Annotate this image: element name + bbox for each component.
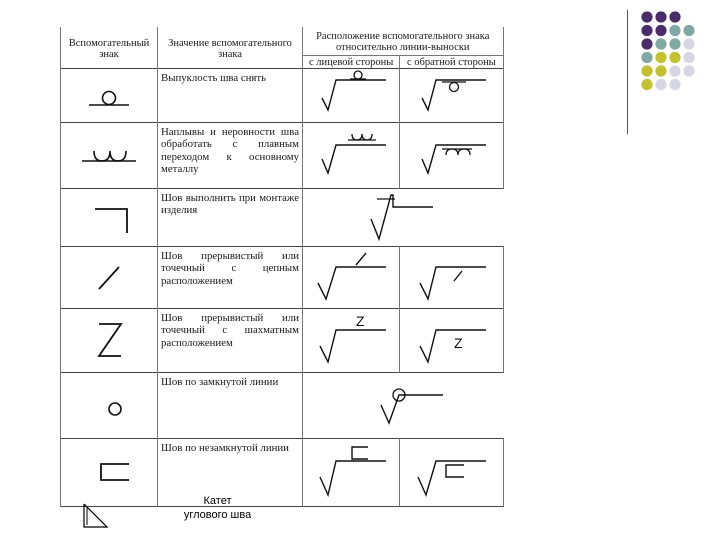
front-location-cell (303, 308, 400, 372)
caption-line-1: Катет (203, 495, 232, 507)
dot-grid (641, 11, 694, 90)
decorative-dot (655, 38, 666, 49)
meaning-cell: Шов прерывистый или точечный с шахматным расположением (158, 308, 303, 372)
circle-icon (79, 385, 139, 425)
decorative-dot (669, 52, 680, 63)
meaning-cell: Шов по замкнутой линии (158, 372, 303, 438)
front-location-cell (303, 246, 400, 308)
front-location-cell (303, 122, 400, 188)
table-row (61, 188, 504, 246)
header-sign: Вспомогательный знак (61, 27, 158, 68)
sign-cell (61, 68, 158, 122)
slash-icon (79, 255, 139, 299)
location-cell-both-sides (303, 372, 504, 438)
meaning-cell: Шов по незамкнутой линии (158, 438, 303, 506)
front-leader-with-circle (306, 70, 396, 120)
meaning-cell: Выпуклость шва снять (158, 68, 303, 122)
decorative-vertical-rule (627, 10, 628, 134)
front-leader-with-z (306, 310, 396, 370)
sign-cell (61, 246, 158, 308)
decorative-dot (655, 25, 666, 36)
table-row (61, 372, 504, 438)
caption-line-2: углового шва (183, 509, 252, 521)
sign-cell (61, 438, 158, 506)
back-z-label: Z (454, 335, 463, 351)
table-row (61, 438, 504, 506)
header-meaning: Значение вспомогательного знака (158, 27, 303, 68)
location-cell-both-sides (303, 188, 504, 246)
decorative-dot (669, 38, 680, 49)
back-leader-with-z (406, 310, 496, 370)
front-location-cell (303, 68, 400, 122)
fillet-leg-caption (170, 494, 265, 522)
decorative-dot (655, 11, 666, 22)
back-leader-with-bracket (406, 441, 496, 503)
front-leader-with-arcs (306, 127, 396, 183)
back-location-cell (400, 438, 503, 506)
sign-cell (61, 372, 158, 438)
front-z-label: Z (356, 313, 365, 329)
back-location-cell (400, 246, 503, 308)
decorative-dot (641, 11, 652, 22)
decorative-dot (669, 65, 680, 76)
back-location-cell (400, 122, 503, 188)
front-leader-with-bracket (306, 441, 396, 503)
decorative-dot (669, 79, 680, 90)
header-front-side: с лицевой стороны (303, 55, 400, 68)
decorative-dot (669, 25, 680, 36)
decorative-dot (683, 25, 694, 36)
back-leader-with-circle (406, 70, 496, 120)
table-row (61, 246, 504, 308)
meaning-cell: Наплывы и неровности шва обработать с плавным переходом к основному металлу (158, 122, 303, 188)
front-location-cell (303, 438, 400, 506)
decorative-dot (641, 52, 652, 63)
decorative-dot (683, 52, 694, 63)
decorative-dot (655, 52, 666, 63)
decorative-dot (655, 79, 666, 90)
sign-cell (61, 188, 158, 246)
meaning-cell: Шов выполнить при монтаже изделия (158, 188, 303, 246)
leader-with-flag (303, 189, 503, 245)
circle-on-line-icon (79, 75, 139, 115)
open-bracket-icon (79, 450, 139, 494)
z-letter-icon (79, 316, 139, 364)
front-leader-with-slash (306, 249, 396, 305)
leader-with-closed-circle (303, 375, 503, 435)
weld-symbols-table (60, 27, 504, 507)
sign-cell (61, 308, 158, 372)
decorative-dot (655, 65, 666, 76)
decorative-dot (641, 38, 652, 49)
double-arc-on-line-icon (74, 135, 144, 175)
header-row (61, 27, 504, 55)
decorative-dot (641, 65, 652, 76)
header-back-side: с обратной стороны (400, 55, 503, 68)
decorative-dot (641, 25, 652, 36)
table-row (61, 122, 504, 188)
back-leader-with-slash (406, 249, 496, 305)
flag-corner-icon (79, 195, 139, 239)
table-row (61, 68, 504, 122)
fillet-leg-triangle-icon (80, 500, 110, 530)
back-leader-with-arcs (406, 127, 496, 183)
table-row (61, 308, 504, 372)
decorative-dot (669, 11, 680, 22)
decorative-dot (683, 38, 694, 49)
back-location-cell (400, 308, 503, 372)
header-location: Расположение вспомогательного знака относительно линии-выноски (303, 27, 504, 55)
back-location-cell (400, 68, 503, 122)
decorative-dot (683, 65, 694, 76)
meaning-cell: Шов прерывистый или точечный с цепным расположением (158, 246, 303, 308)
decorative-dot (641, 79, 652, 90)
sign-cell (61, 122, 158, 188)
